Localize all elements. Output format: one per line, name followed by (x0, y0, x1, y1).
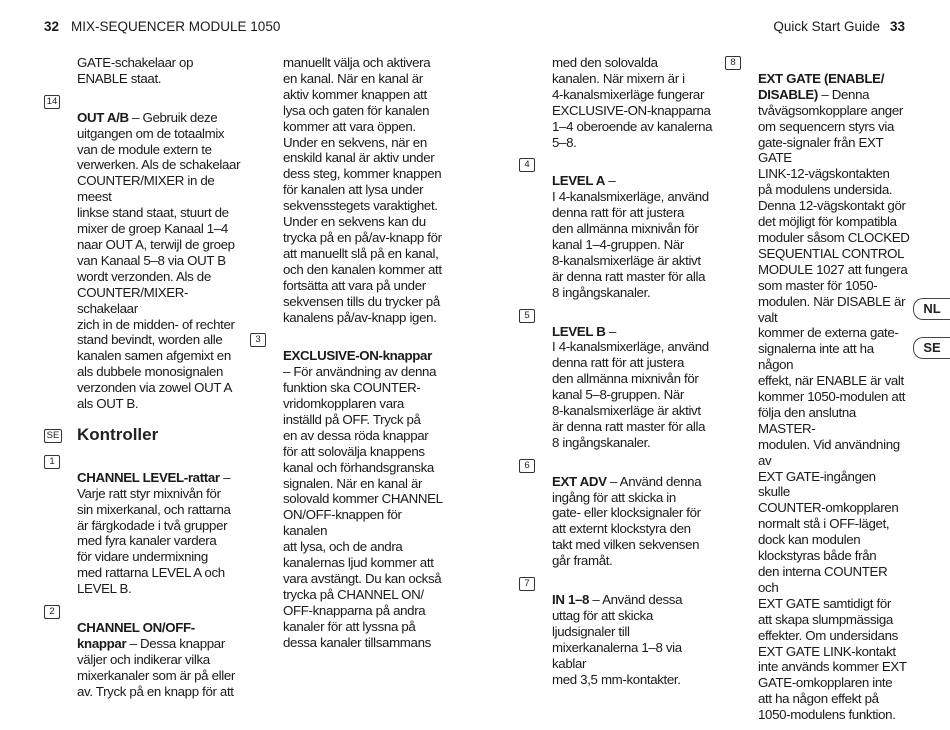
language-tab-nl[interactable]: NL (913, 298, 950, 320)
item-out-ab (46, 94, 245, 412)
item-title: IN 1–8 (552, 592, 590, 607)
item-number-badge: 3 (250, 333, 266, 347)
item-number-badge: 7 (519, 577, 535, 591)
page-header-right (773, 18, 905, 36)
text-column-4 (730, 55, 910, 730)
header-title-right: Quick Start Guide (773, 19, 880, 34)
continued-text: manuellt välja och aktivera en kanal. När en kanal är aktiv kommer knappen att lysa och gaten för kanalen kommer att vara öppen. Under en sekvens, när en enskild kanal är aktiv under dess steg, kommer knappen för kanalen att lysa under sekvensstegets varaktighet. Under en sekvens kan du trycka på en på/av-knapp för att manuellt slå på en kanal, och den kanalen kommer att fortsätta att vara på under sekvensen tills du trycker på kanalens på/av-knapp igen. (283, 55, 442, 325)
language-tab-se[interactable]: SE (913, 337, 950, 359)
text-column-1 (46, 55, 245, 707)
item-number-badge: 6 (519, 459, 535, 473)
item-text: – Använd dessa uttag för att skicka ljudsignaler till mixerkanalerna 1–8 via kablar med 3,5 mm-kontakter. (552, 592, 683, 687)
header-title-left: MIX-SEQUENCER MODULE 1050 (71, 19, 281, 34)
item-number-badge: 8 (725, 56, 741, 70)
page-number-right: 33 (889, 19, 905, 34)
item-text: – Varje ratt styr mixnivån för sin mixerkanal, och rattarna är färgkodade i två grupper med fyra kanaler vardera för vidare undermixning med rattarna LEVEL A och LEVEL B. (77, 469, 231, 597)
item-title: EXCLUSIVE-ON-knappar (283, 348, 432, 364)
item-title: CHANNEL ON/OFF- knappar (77, 620, 195, 651)
item-in-1-8 (524, 576, 717, 687)
item-ext-adv (524, 458, 717, 569)
item-title: CHANNEL LEVEL-rattar (77, 469, 220, 485)
item-channel-onoff (49, 604, 245, 699)
section-title: Kontroller (77, 424, 159, 444)
item-text: – I 4-kanalsmixerläge, använd denna ratt för att justera den allmänna mixnivån för kanal 5–8-gruppen. När 8-kanalsmixerläge är aktivt är denna ratt master för alla 8 ingångskanaler. (552, 323, 709, 450)
item-text: – För användning av denna funktion ska COUNTER- vridomkopplaren vara inställd på OFF. Tryck på en av dessa röda knappar för att solovälja knappens kanal och förhandsgranska signalen. När en kanal är solovald kommer CHANNEL ON/OFF-knappen för kanalen att lysa, och de andra kanalernas ljud kommer att vara avstängt. Du kan också trycka på CHANNEL ON/ OFF-knapparna på andra kanaler för att lyssna på dessa kanaler tillsammans (283, 364, 443, 650)
item-number-badge: 1 (44, 455, 60, 469)
item-number-badge: 2 (44, 605, 60, 619)
item-text: – Dessa knappar väljer och indikerar vilka mixerkanaler som är på eller av. Tryck på en knapp för att (77, 635, 235, 699)
item-number-badge: 4 (519, 158, 535, 172)
text-column-3 (524, 55, 717, 694)
page-number-left: 32 (44, 19, 60, 34)
page-header-left (44, 18, 280, 36)
item-exclusive-on (255, 332, 443, 650)
item-number-badge: 5 (519, 309, 535, 323)
item-title: EXT GATE (ENABLE/ DISABLE) (758, 70, 885, 102)
item-ext-gate (730, 55, 910, 723)
language-badge: SE (44, 429, 62, 443)
section-heading-kontroller (46, 424, 245, 446)
item-title: LEVEL B (552, 323, 606, 339)
continued-text: GATE-schakelaar op ENABLE staat. (77, 55, 194, 86)
item-text: – I 4-kanalsmixerläge, använd denna ratt för att justera den allmänna mixnivån för kanal 1–4-gruppen. När 8-kanalsmixerläge är aktivt är denna ratt master för alla 8 ingångskanaler. (552, 173, 709, 300)
item-channel-level (49, 454, 245, 597)
item-title: EXT ADV (552, 473, 607, 489)
item-level-a (524, 157, 717, 300)
item-number-badge: 14 (44, 95, 60, 109)
continued-text: med den solovalda kanalen. När mixern är i 4-kanalsmixerläge fungerar EXCLUSIVE-ON-knapparna 1–4 oberoende av kanalerna 5–8. (552, 55, 713, 150)
item-text: – Denna tvåvägsomkopplare anger om sequencern styrs via gate-signaler från EXT GATE LINK-12-vägskontakten på modulens undersida. Denna 12-vägskontakt gör det möjligt för kompatibla moduler såsom CLOCKED SEQUENTIAL CONTROL MODULE 1027 att fungera som master för 1050- modulen. När DISABLE är valt kommer de externa gate- signalerna inte att ha någon effekt, när ENABLE är valt kommer 1050-modulen att följa den anslutna MASTER- modulen. Vid användning av EXT GATE-ingången skulle COUNTER-omkopplaren normalt stå i OFF-läget, dock kan modulen klockstyras både från den interna COUNTER och EXT GATE samtidigt för att skapa slumpmässiga effekter. Om undersidans EXT GATE LINK-kontakt inte används kommer EXT GATE-omkopplaren inte att ha någon effekt på 1050-modulens funktion. (758, 86, 910, 723)
item-level-b (524, 308, 717, 451)
item-title: LEVEL A (552, 173, 605, 189)
item-text: – Gebruik deze uitgangen om de totaalmix van de module extern te verwerken. Als de schakelaar COUNTER/MIXER in de meest linkse stand staat, stuurt de mixer de groep Kanaal 1–4 naar OUT A, terwijl de groep van Kanaal 5–8 via OUT B wordt verzonden. Als de COUNTER/MIXER-schakelaar zich in de midden- of rechter stand bevindt, worden alle kanalen samen afgemixt en als dubbele monosignalen verzonden via zowel OUT A als OUT B. (77, 109, 241, 412)
text-column-2 (255, 55, 443, 658)
item-text: – Använd denna ingång för att skicka in gate- eller klocksignaler för att externt klockstyra den takt med vilken sekvensen går framåt. (552, 473, 702, 569)
item-title: OUT A/B (77, 109, 129, 125)
